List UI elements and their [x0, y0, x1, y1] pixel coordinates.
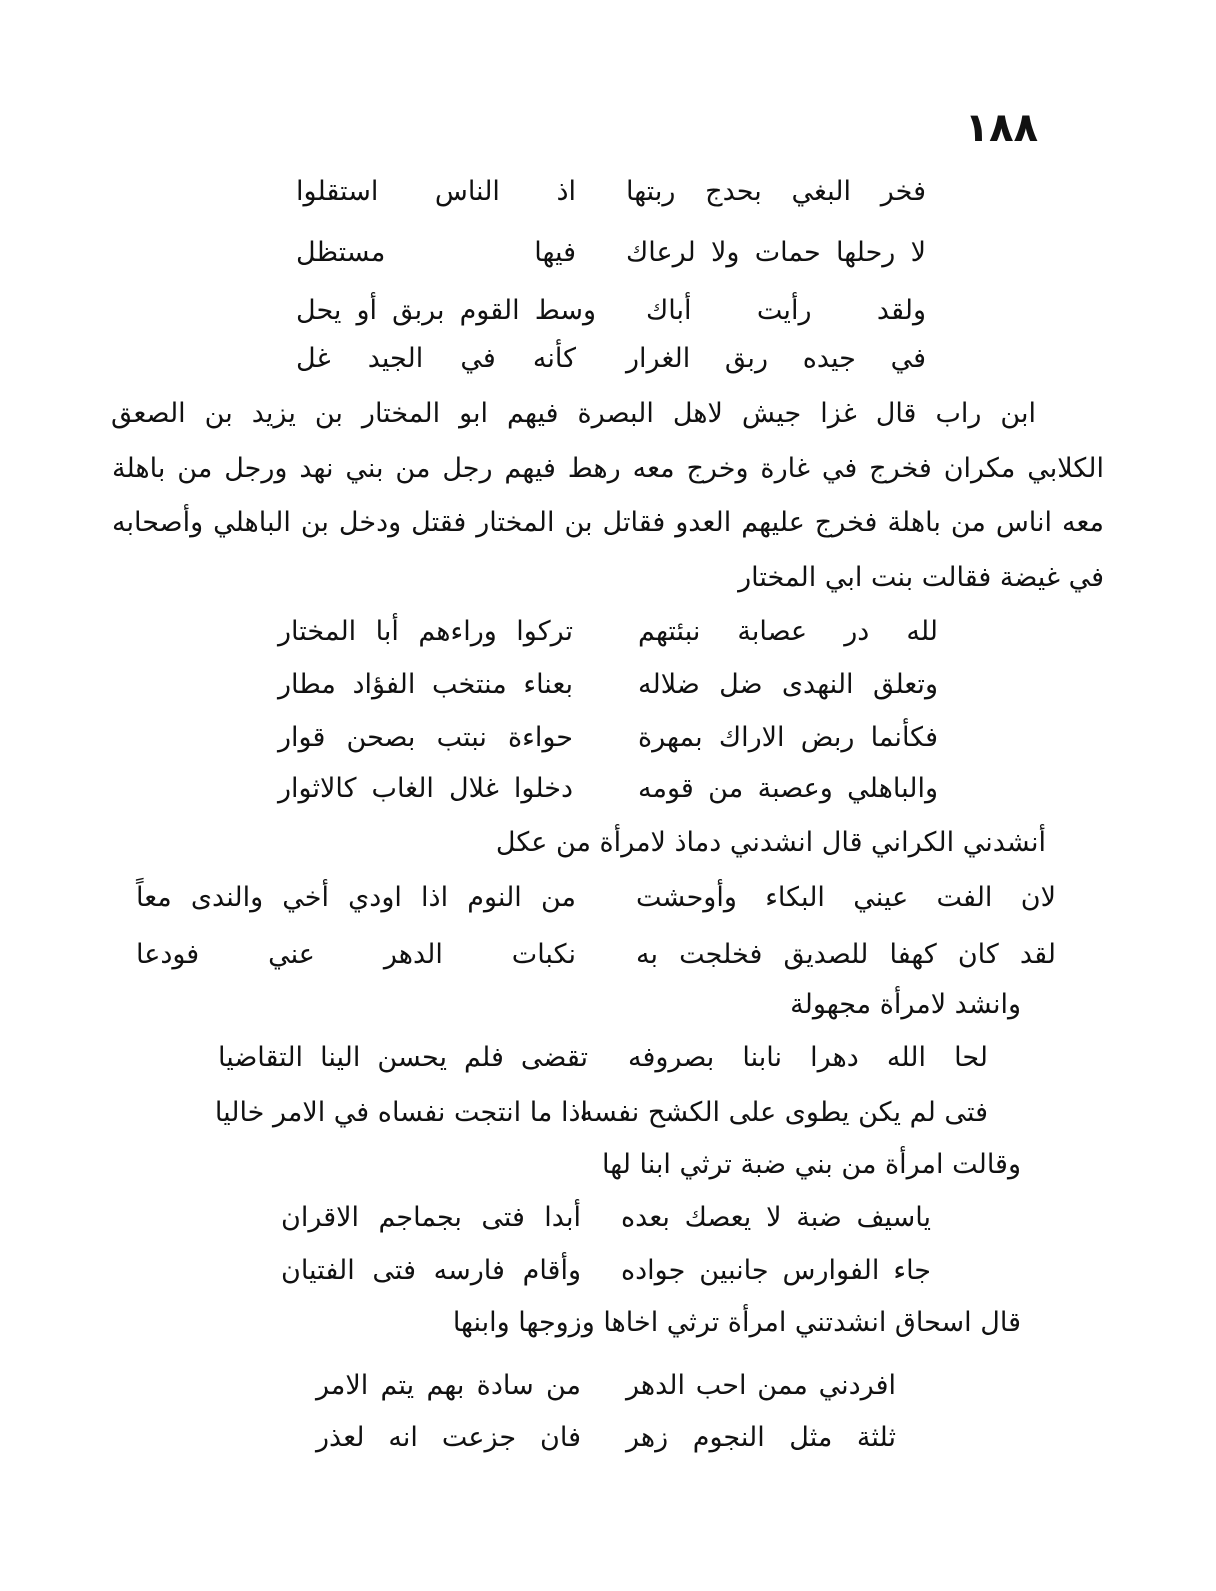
- verse-line: [281, 1198, 931, 1238]
- verse-line: [278, 665, 938, 705]
- verse-line: [281, 1251, 931, 1291]
- verse-line: [218, 1038, 988, 1078]
- verse-line: [278, 769, 938, 809]
- verse-first-hemistich: ياسيف ضبة لا يعصك بعده: [621, 1202, 931, 1233]
- verse-second-hemistich: دخلوا غلال الغاب كالاثوار: [278, 773, 573, 804]
- verse-second-hemistich: بعناء منتخب الفؤاد مطار: [278, 669, 573, 700]
- verse-line: [136, 878, 1056, 918]
- verse-second-hemistich: فان جزعت انه لعذر: [316, 1422, 581, 1453]
- verse-second-hemistich: وأقام فارسه فتى الفتيان: [281, 1255, 581, 1286]
- verse-first-hemistich: جاء الفوارس جانبين جواده: [621, 1255, 931, 1286]
- verse-first-hemistich: فتى لم يكن يطوى على الكشح نفسه: [579, 1097, 988, 1128]
- prose-line: ابن راب قال غزا جيش لاهل البصرة فيهم ابو المختار بن يزيد بن الصعق: [111, 398, 1036, 429]
- verse-line: [278, 718, 938, 758]
- verse-first-hemistich: لان الفت عيني البكاء وأوحشت: [636, 882, 1056, 913]
- verse-first-hemistich: فكأنما ربض الاراك بمهرة: [638, 722, 938, 753]
- verse-first-hemistich: في جيده ربق الغرار: [626, 343, 926, 374]
- verse-line: [278, 612, 938, 652]
- prose-line: وانشد لامرأة مجهولة: [790, 989, 1021, 1020]
- verse-first-hemistich: لله در عصابة نبئتهم: [638, 616, 938, 647]
- verse-line: [214, 1093, 988, 1133]
- verse-second-hemistich: وسط القوم بربق أو يحل: [296, 295, 596, 326]
- verse-line: [296, 339, 926, 379]
- prose-line: أنشدني الكراني قال انشدني دماذ لامرأة من عكل: [495, 827, 1046, 858]
- verse-first-hemistich: فخر البغي بحدج ربتها: [626, 176, 926, 207]
- verse-second-hemistich: اذا ما انتجت نفساه في الامر خاليا: [214, 1097, 588, 1128]
- verse-first-hemistich: ولقد رأيت أباك: [646, 295, 926, 326]
- verse-line: [296, 291, 926, 331]
- verse-line: [136, 935, 1056, 975]
- verse-line: [296, 172, 926, 212]
- verse-line: [296, 233, 926, 273]
- prose-line: في غيضة فقالت بنت ابي المختار: [738, 562, 1104, 593]
- prose-line: وقالت امرأة من بني ضبة ترثي ابنا لها: [602, 1149, 1021, 1180]
- verse-second-hemistich: فيها مستظل: [296, 237, 576, 268]
- verse-second-hemistich: كأنه في الجيد غل: [296, 343, 576, 374]
- prose-line: الكلابي مكران فخرج في غارة وخرج معه رهط فيهم رجل من بني نهد ورجل من باهلة: [112, 453, 1104, 484]
- verse-first-hemistich: لقد كان كهفا للصديق فخلجت به: [636, 939, 1056, 970]
- verse-second-hemistich: من النوم اذا اودي أخي والندى معاً: [136, 882, 576, 913]
- verse-second-hemistich: حواءة نبتب بصحن قوار: [278, 722, 573, 753]
- verse-line: [316, 1418, 896, 1458]
- prose-line: معه اناس من باهلة فخرج عليهم العدو فقاتل بن المختار فقتل ودخل بن الباهلي وأصحابه: [112, 507, 1104, 538]
- prose-line: قال اسحاق انشدتني امرأة ترثي اخاها وزوجها وابنها: [452, 1307, 1021, 1338]
- verse-first-hemistich: وتعلق النهدى ضل ضلاله: [638, 669, 938, 700]
- verse-second-hemistich: أبدا فتى بجماجم الاقران: [281, 1202, 581, 1233]
- verse-first-hemistich: والباهلي وعصبة من قومه: [638, 773, 938, 804]
- verse-first-hemistich: افردني ممن احب الدهر: [626, 1370, 896, 1401]
- verse-first-hemistich: لحا الله دهرا نابنا بصروفه: [628, 1042, 988, 1073]
- verse-second-hemistich: اذ الناس استقلوا: [296, 176, 576, 207]
- verse-first-hemistich: ثلثة مثل النجوم زهر: [626, 1422, 896, 1453]
- verse-first-hemistich: لا رحلها حمات ولا لرعاك: [626, 237, 926, 268]
- verse-second-hemistich: تقضى فلم يحسن الينا التقاضيا: [218, 1042, 588, 1073]
- verse-line: [316, 1366, 896, 1406]
- verse-second-hemistich: نكبات الدهر عني فودعا: [136, 939, 576, 970]
- verse-second-hemistich: تركوا وراءهم أبا المختار: [278, 616, 573, 647]
- page-number: ١٨٨: [964, 105, 1038, 151]
- verse-second-hemistich: من سادة بهم يتم الامر: [316, 1370, 581, 1401]
